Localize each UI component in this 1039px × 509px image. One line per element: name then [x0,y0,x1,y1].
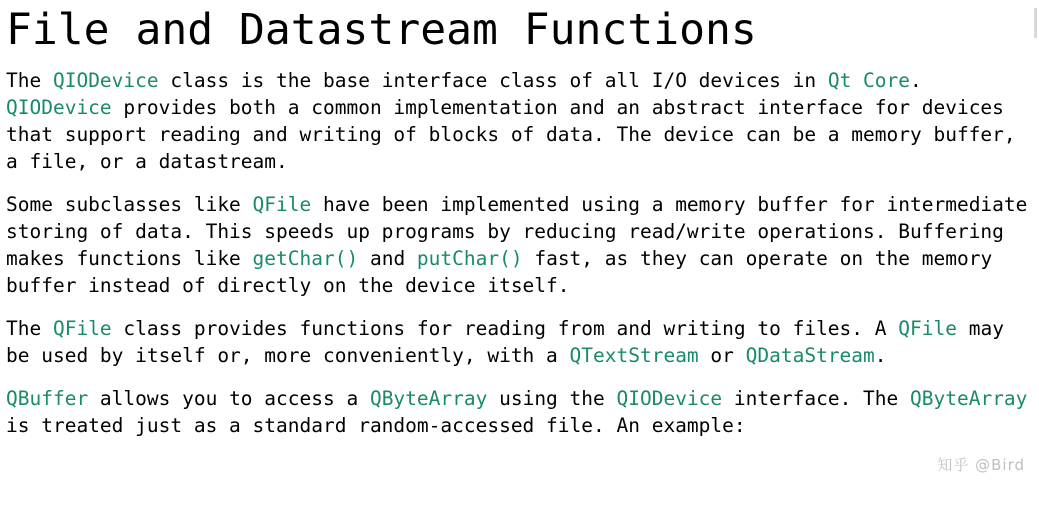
code-token: QDataStream [745,344,875,368]
text-run: using the [487,387,617,411]
text-run: allows you to access a [88,387,370,411]
code-token: Qt Core [827,69,911,93]
text-run: fast, as they can operate on the memory buffer instead of directly on the device itself. [6,247,993,298]
text-run: . [910,69,922,93]
code-token: QIODevice [616,387,723,411]
text-run: is treated just as a standard random-accessed file. An example: [6,414,746,438]
paragraph-2 [6,191,1031,299]
text-run: interface. The [722,387,911,411]
text-run: The [6,317,53,341]
text-run: The [6,69,53,93]
text-run: or [698,344,746,368]
text-run: provides both a common implementation and an abstract interface for devices that support reading and writing of blocks of data. The device can be a memory buffer, a file, or a datastream. [6,96,1016,174]
paragraph-4 [6,385,1031,439]
text-run: have been implemented using a memory buffer for intermediate storing of data. This speeds up programs by reducing read/write operations. Buffering makes functions like [6,193,1028,271]
code-token: QIODevice [52,69,159,93]
text-run: class is the base interface class of all I/O devices in [158,69,828,93]
text-run: may be used by itself or, more conveniently, with a [6,317,1004,368]
page-edge-marker [1034,8,1037,38]
text-run: . [874,344,887,368]
code-token: putChar() [416,247,523,271]
code-token: QFile [52,317,112,341]
watermark-label: 知乎 @Bird [937,456,1025,474]
code-token: QBuffer [6,387,89,411]
paragraph-1 [6,67,1031,175]
code-token: QFile [252,193,312,217]
code-token: getChar() [252,247,359,271]
code-token: QByteArray [910,387,1028,411]
text-run: and [358,247,417,271]
text-run: class provides functions for reading from and writing to files. A [111,317,899,341]
text-run: Some subclasses like [6,193,253,217]
code-token: QIODevice [6,96,112,120]
paragraph-3 [6,315,1031,369]
code-token: QTextStream [569,344,699,368]
code-token: QFile [898,317,957,341]
page-title: File and Datastream Functions [6,5,757,55]
code-token: QByteArray [369,387,488,411]
